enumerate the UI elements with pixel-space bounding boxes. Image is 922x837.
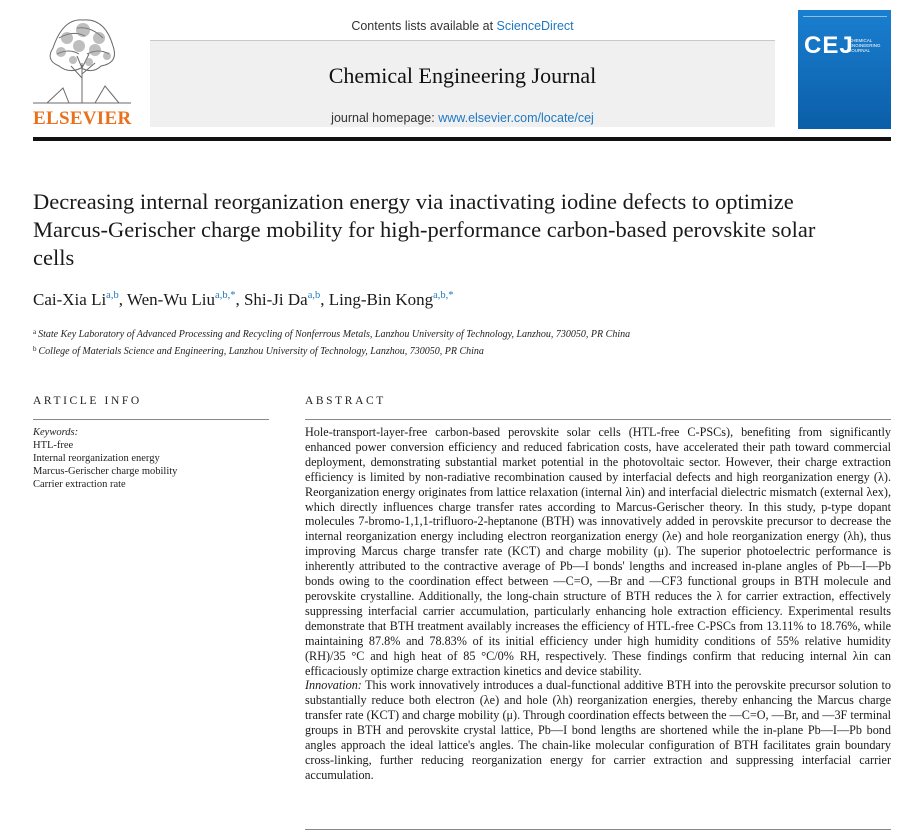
affiliation-text: College of Materials Science and Engineering, Lanzhou University of Technology, Lanzhou, 730050, PR China — [38, 346, 484, 357]
affiliation-marker: b — [33, 345, 37, 353]
journal-header — [33, 8, 891, 133]
journal-cover-thumbnail[interactable] — [798, 10, 891, 129]
author-name[interactable]: Shi-Ji Da — [243, 290, 308, 309]
cover-cej-text: CEJ — [804, 32, 854, 59]
header-divider — [33, 137, 891, 141]
journal-title-box — [150, 11, 775, 127]
cover-subtitle: CHEMICAL ENGINEERING JOURNAL — [849, 38, 881, 53]
abstract-body — [305, 425, 891, 783]
author-separator: , — [118, 290, 127, 309]
elsevier-tree-icon — [33, 8, 131, 106]
contents-prefix: Contents lists available at — [351, 19, 497, 33]
innovation-label: Innovation: — [305, 678, 362, 693]
author-affil-marker[interactable]: a,b — [307, 290, 321, 301]
affiliation-marker: a — [33, 328, 37, 336]
affiliation-item — [33, 325, 891, 342]
author-name[interactable]: Wen-Wu Liu — [126, 290, 216, 309]
author-affil-marker[interactable]: a,b,* — [433, 290, 454, 301]
abstract-paragraph: Hole-transport-layer-free carbon-based perovskite solar cells (HTL-free C-PSCs), benefiting from significantly enhanced power conversion efficiency and reduced fabrication costs, have accelerated their path toward commercial deployment, demonstrating substantial market potential in the photovoltaic sector. However, their charge extraction efficiency is limited by non-radiative recombination caused by interfacial defects and high reorganization energy (λ). Reorganization energy originates from lattice relaxation (internal λin) and interfacial dielectric mismatch (external λex), which directly influences charge transfer rates according to Marcus-Gerischer theory. In this study, p-type dopant molecules 7-bromo-1,1,1-trifluoro-2-heptanone (BTH) was innovatively added in perovskite precursor to decrease the internal reorganization energy including electron reorganization energy (λe) and hole reorganization energy (λh), thus improving Marcus charge transfer rate (KCT) and charge mobility (μ). The superior photoelectric performance is inherently attributed to the contractive average of Pb—I bonds' lengths and increased in-plane angles of Pb—I—Pb bonds owing to the coordination effect between —C=O, —Br and —CF3 functional groups in BTH molecule and perovskite crystalline. Additionally, the long-chain structure of BTH reduces the λ for carrier extraction, effectively suppressing interfacial carrier accumulation, particularly enhancing hole extraction efficiency. Experimental results demonstrate that BTH treatment availably increases the efficiency of HTL-free C-PSCs from 13.11% to 18.76%, while maintaining 87.8% and 78.83% of its initial efficiency under high humidity conditions of 55% relative humidity (RH)/35 °C and high heat of 85 °C/0% RH, respectively. These findings confirm that reducing internal λin can efficaciously optimize charge extraction kinetics and device stability. — [305, 425, 891, 678]
abstract-bottom-rule — [305, 829, 891, 830]
author-separator: , — [235, 290, 244, 309]
cover-top-rule — [803, 16, 887, 19]
article-info-heading: ARTICLE INFO — [33, 395, 142, 407]
contents-available-line — [150, 11, 775, 41]
keyword-item: Carrier extraction rate — [33, 479, 126, 490]
article-info-rule — [33, 419, 269, 420]
homepage-prefix: journal homepage: — [331, 111, 439, 125]
innovation-text: This work innovatively introduces a dual-functional additive BTH into the perovskite precursor solution to substantially reduce both electron (λe) and hole (λh) reorganization energies, thereby enhancing the Marcus charge transfer rate (KCT) and charge mobility (μ). Through coordination effects between the —C=O, —Br, and —3F terminal groups in BTH and perovskite crystal lattice, Pb—I bond lengths are shortened while the in-plane Pb—I—Pb bond angles approach the ideal lattice's angles. The chain-like molecular configuration of BTH facilitates grain boundary cross-linking, further reducing reorganization energy for carrier extraction and suppressing interfacial carrier accumulation. — [305, 678, 891, 782]
abstract-rule — [305, 419, 891, 420]
author-name[interactable]: Cai-Xia Li — [33, 290, 107, 309]
sciencedirect-link[interactable]: ScienceDirect — [496, 19, 574, 33]
elsevier-logo[interactable] — [33, 8, 131, 130]
author-affil-marker[interactable]: a,b — [106, 290, 119, 301]
affiliation-list — [33, 325, 891, 359]
keywords-block — [33, 426, 269, 491]
keyword-item: Marcus-Gerischer charge mobility — [33, 466, 178, 477]
author-affil-marker[interactable]: a,b,* — [215, 290, 236, 301]
homepage-link[interactable]: www.elsevier.com/locate/cej — [438, 111, 594, 125]
elsevier-wordmark: ELSEVIER — [33, 108, 132, 129]
author-separator: , — [320, 290, 329, 309]
affiliation-text: State Key Laboratory of Advanced Processing and Recycling of Nonferrous Metals, Lanzhou University of Technology, Lanzhou, 730050, PR China — [38, 329, 631, 340]
keyword-item: Internal reorganization energy — [33, 453, 160, 464]
keywords-label: Keywords: — [33, 427, 79, 438]
affiliation-item — [33, 342, 891, 359]
journal-homepage-line — [150, 111, 775, 125]
abstract-heading: ABSTRACT — [305, 395, 386, 407]
article-title: Decreasing internal reorganization energy via inactivating iodine defects to optimize Marcus-Gerischer charge mobility for high-performance carbon-based perovskite solar cells — [33, 189, 816, 270]
journal-name[interactable]: Chemical Engineering Journal — [328, 63, 597, 88]
keyword-item: HTL-free — [33, 440, 74, 451]
innovation-paragraph — [305, 678, 891, 782]
author-list — [33, 290, 891, 310]
author-name[interactable]: Ling-Bin Kong — [328, 290, 434, 309]
